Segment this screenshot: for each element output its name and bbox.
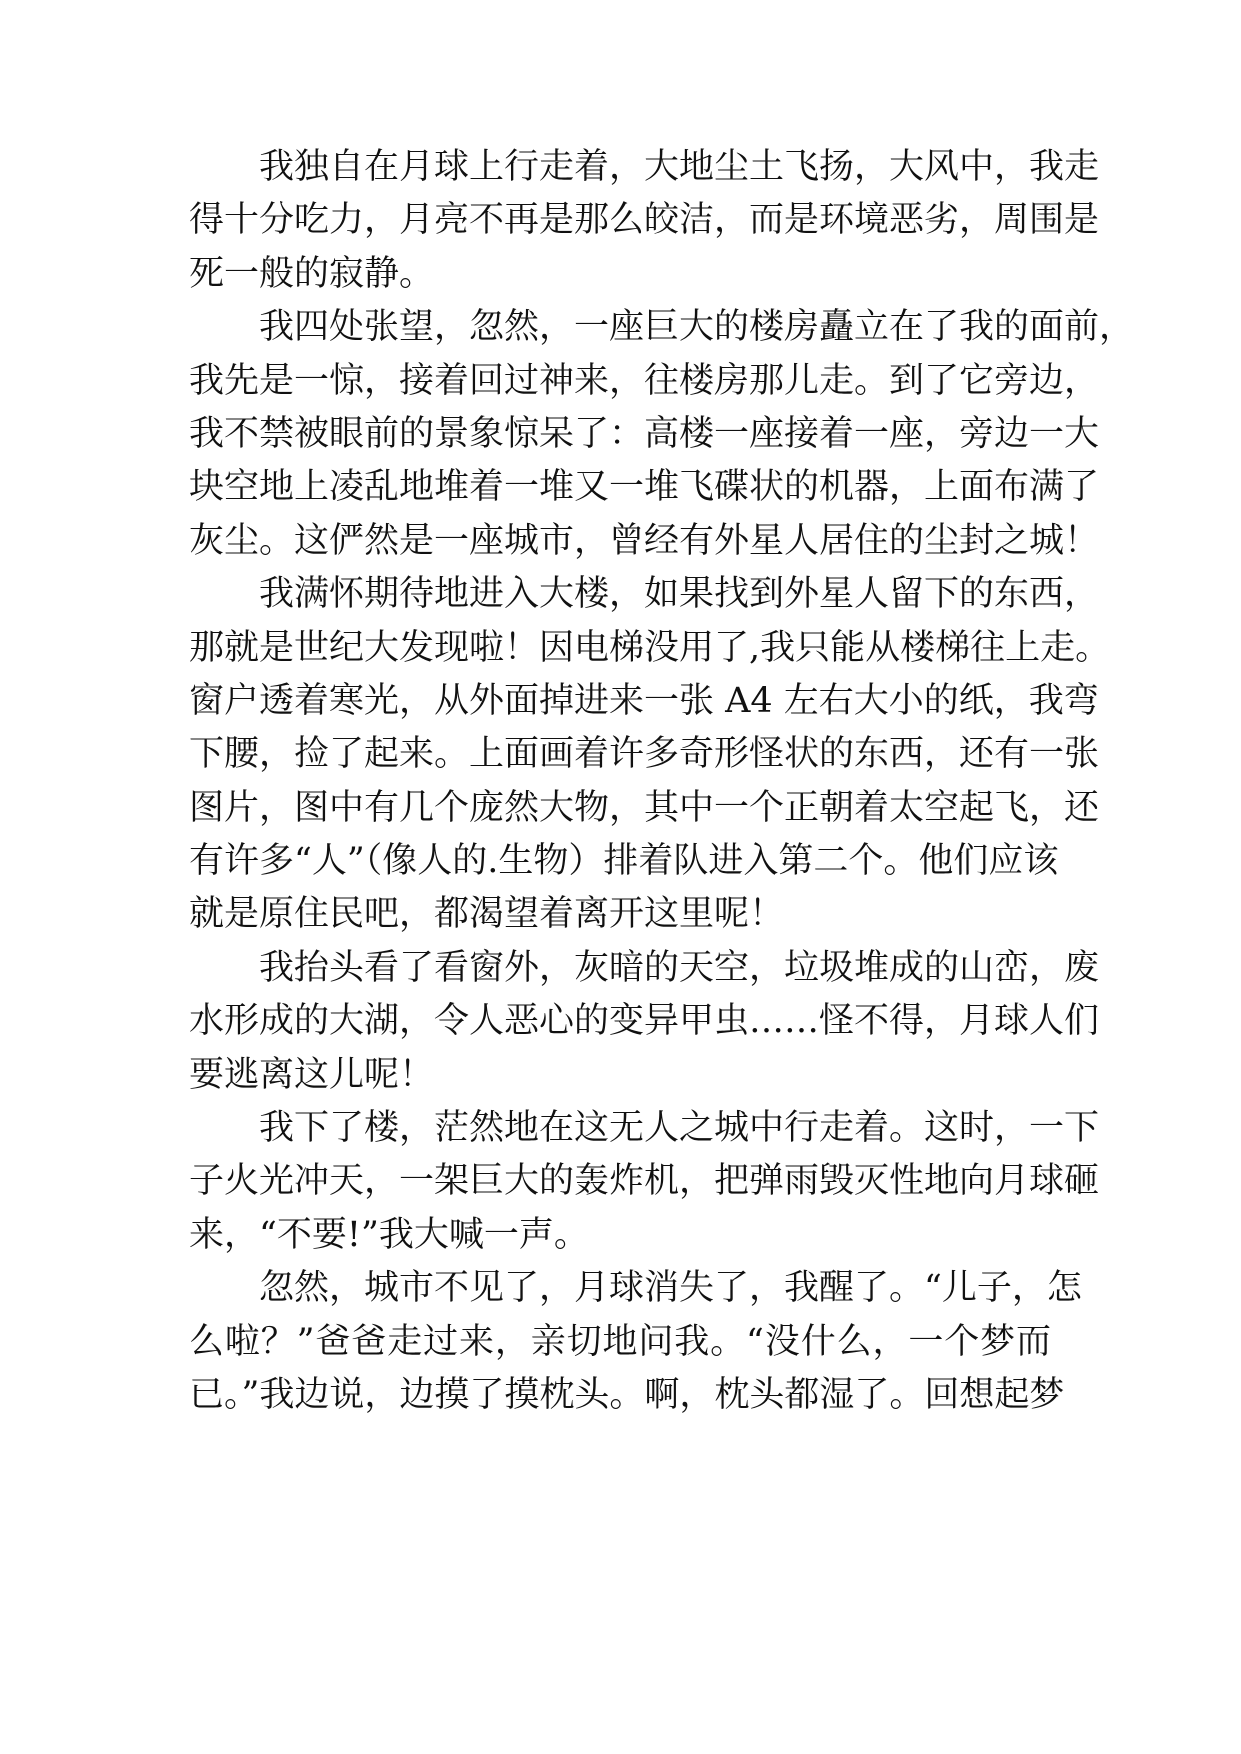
text-line: 我不禁被眼前的景象惊呆了：高楼一座接着一座，旁边一大 bbox=[189, 413, 1100, 454]
text-line: 我下了楼，茫然地在这无人之城中行走着。这时，一下 bbox=[259, 1108, 1100, 1149]
text-line: 我满怀期待地进入大楼，如果找到外星人留下的东西， bbox=[259, 574, 1100, 615]
text-line: 水形成的大湖，令人恶心的变异甲虫……怪不得，月球人们 bbox=[189, 1001, 1100, 1042]
paragraph-6 bbox=[189, 1262, 1082, 1422]
paragraph-4 bbox=[189, 942, 1100, 1102]
paragraph-1 bbox=[189, 141, 1100, 301]
text-line: 我先是一惊，接着回过神来，往楼房那儿走。到了它旁边， bbox=[189, 360, 1100, 401]
text-line: 我独自在月球上行走着，大地尘土飞扬，大风中，我走 bbox=[259, 147, 1100, 187]
text-line: 块空地上凌乱地堆着一堆又一堆飞碟状的机器，上面布满了 bbox=[189, 467, 1100, 508]
text-line: 就是原住民吧，都渴望着离开这里呢！ bbox=[189, 894, 785, 935]
text-line: 灰尘。这俨然是一座城市，曾经有外星人居住的尘封之城！ bbox=[189, 520, 1100, 561]
text-line: 已。”我边说，边摸了摸枕头。啊，枕头都湿了。回想起梦 bbox=[189, 1374, 1065, 1415]
text-line: 那就是世纪大发现啦！因电梯没用了,我只能从楼梯往上走。 bbox=[189, 627, 1111, 668]
text-line: 要逃离这儿呢！ bbox=[189, 1054, 435, 1095]
text-line: 有许多“人”（像人的.生物）排着队进入第二个。他们应该 bbox=[189, 841, 1059, 882]
text-line: 么啦？”爸爸走过来，亲切地问我。“没什么，一个梦而 bbox=[189, 1321, 1051, 1362]
text-line: 忽然，城市不见了，月球消失了，我醒了。“儿子，怎 bbox=[259, 1268, 1082, 1309]
paragraph-2 bbox=[189, 301, 1135, 568]
body-text bbox=[189, 141, 1135, 1422]
text-line: 下腰，捡了起来。上面画着许多奇形怪状的东西，还有一张 bbox=[189, 734, 1100, 775]
text-line: 子火光冲天，一架巨大的轰炸机，把弹雨毁灭性地向月球砸 bbox=[189, 1161, 1100, 1202]
text-line: 我四处张望，忽然，一座巨大的楼房矗立在了我的面前， bbox=[259, 307, 1135, 348]
text-line: 来，“不要!”我大喊一声。 bbox=[189, 1214, 589, 1255]
text-line: 窗户透着寒光，从外面掉进来一张 A4 左右大小的纸，我弯 bbox=[189, 680, 1099, 721]
text-line: 死一般的寂静。 bbox=[189, 253, 435, 294]
text-line: 我抬头看了看窗外，灰暗的天空，垃圾堆成的山峦，废 bbox=[259, 947, 1100, 988]
paragraph-3 bbox=[189, 568, 1111, 942]
text-line: 得十分吃力，月亮不再是那么皎洁，而是环境恶劣，周围是 bbox=[189, 200, 1100, 241]
text-line: 图片，图中有几个庞然大物，其中一个正朝着太空起飞，还 bbox=[189, 787, 1100, 828]
paragraph-5 bbox=[189, 1102, 1100, 1262]
